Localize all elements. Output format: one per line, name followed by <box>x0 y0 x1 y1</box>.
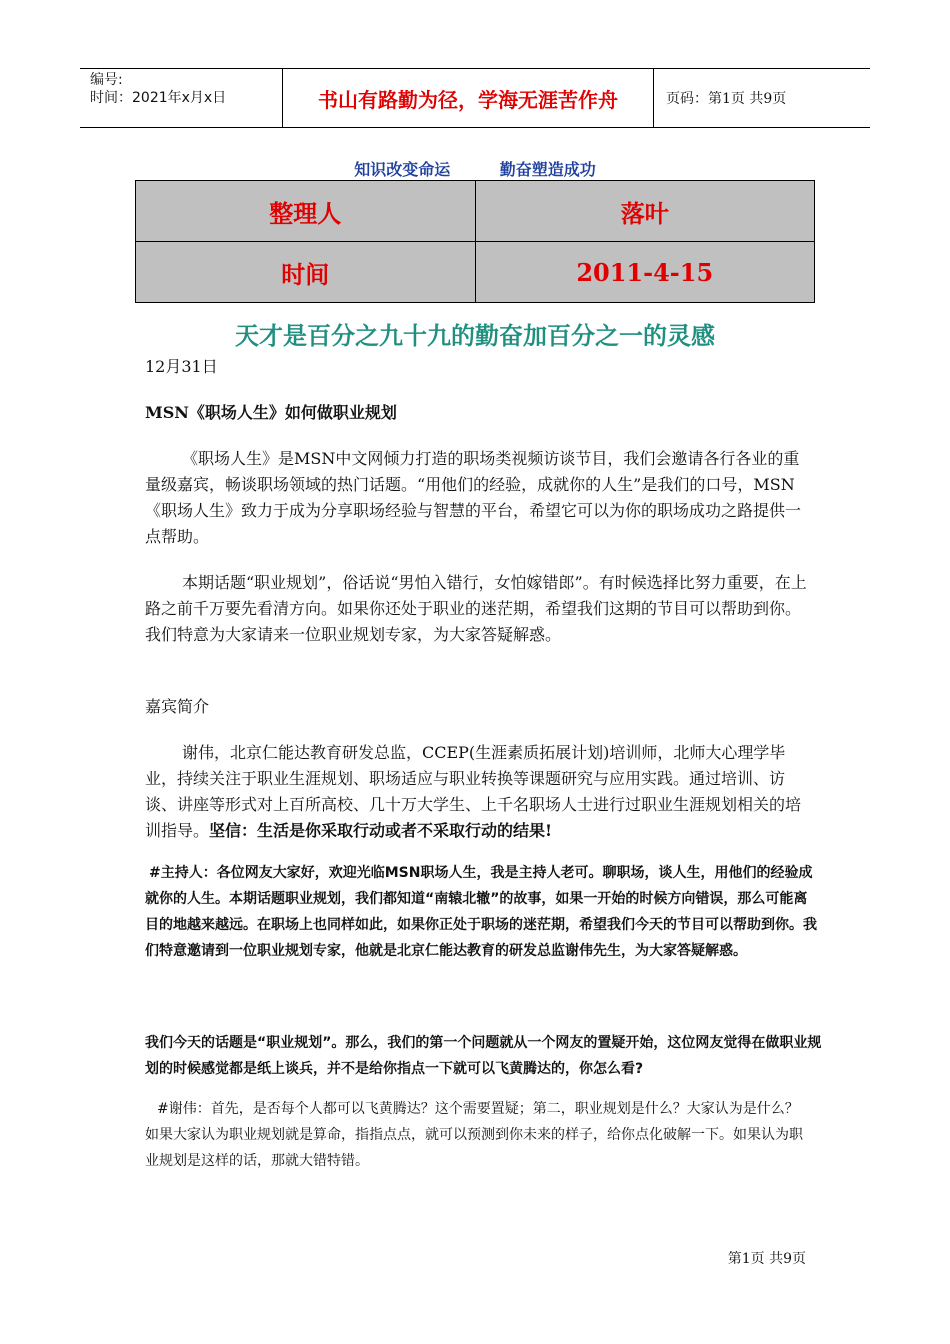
header-page-info: 页码：第1页 共9页 <box>666 91 787 107</box>
guest-motto: 坚信：生活是你采取行动或者不采取行动的结果! <box>209 821 553 840</box>
host-question: 我们今天的话题是“职业规划”。那么，我们的第一个问题就从一个网友的置疑开始，这位网友觉得在做职业规划的时候感觉都是纸上谈兵，并不是给你指点一下就可以飞黄腾达的，你怎么看? <box>145 1035 822 1077</box>
topic-paragraph: 本期话题“职业规划”，俗话说“男怕入错行，女怕嫁错郎”。有时候选择比努力重要，在上路之前千万要先看清方向。如果你还处于职业的迷茫期，希望我们这期的节目可以帮助到你。我们特意为大家请来一位职业规划专家，为大家答疑解惑。 <box>145 573 807 644</box>
info-table <box>135 180 815 303</box>
time-label-cell: 时间 <box>136 242 476 303</box>
guest-heading: 嘉宾简介 <box>145 697 210 716</box>
table-row <box>136 181 815 242</box>
host-intro: #主持人：各位网友大家好，欢迎光临MSN职场人生，我是主持人老可。聊职场，谈人生，用他们的经验成就你的人生。本期话题职业规划，我们都知道“南辕北辙”的故事，如果一开始的时候方向错误，那么可能离目的地越来越远。在职场上也同样如此，如果你正处于职场的迷茫期，希望我们今天的节目可以帮助到你。我们特意邀请到一位职业规划专家，他就是北京仁能达教育的研发总监谢伟先生，为大家答疑解惑。 <box>145 865 817 959</box>
article-title: MSN《职场人生》如何做职业规划 <box>145 403 397 422</box>
article-date: 12月31日 <box>145 357 218 376</box>
header-slogan: 书山有路勤为径，学海无涯苦作舟 <box>282 69 654 127</box>
guest-bio: 谢伟，北京仁能达教育研发总监，CCEP(生涯素质拓展计划)培训师，北师大心理学毕业，持续关注于职业生涯规划、职场适应与职业转换等课题研究与应用实践。通过培训、访谈、讲座等形式对上百所高校、几十万大学生、上千名职场人士进行过职业生涯规划相关的培训指导。 <box>145 743 802 840</box>
organizer-value: 落叶 <box>475 181 815 242</box>
table-row <box>136 242 815 303</box>
intro-paragraph: 《职场人生》是MSN中文网倾力打造的职场类视频访谈节目，我们会邀请各行各业的重量级嘉宾，畅谈职场领域的热门话题。“用他们的经验，成就你的人生”是我们的口号，MSN《职场人生》致力于成为分享职场经验与智慧的平台，希望它可以为你的职场成功之路提供一点帮助。 <box>145 449 802 546</box>
page-footer: 第1页 共9页 <box>727 1251 806 1267</box>
time-label: 时间：2021年x月x日 <box>90 90 227 106</box>
main-title: 天才是百分之九十九的勤奋加百分之一的灵感 <box>235 321 715 350</box>
motto <box>0 157 950 180</box>
organizer-label: 整理人 <box>136 181 476 242</box>
motto-right: 勤奋塑造成功 <box>499 160 596 179</box>
number-label: 编号: <box>90 72 123 88</box>
header-meta <box>80 69 282 127</box>
guest-answer: #谢伟：首先，是否每个人都可以飞黄腾达？这个需要置疑；第二，职业规划是什么？大家认为是什么？如果大家认为职业规划就是算命，指指点点，就可以预测到你未来的样子，给你点化破解一下。如果认为职业规划是这样的话，那就大错特错。 <box>145 1101 803 1169</box>
page-header <box>80 68 870 128</box>
motto-left: 知识改变命运 <box>354 160 451 179</box>
time-value-cell: 2011-4-15 <box>475 242 815 303</box>
guest-bio-paragraph <box>145 740 810 844</box>
